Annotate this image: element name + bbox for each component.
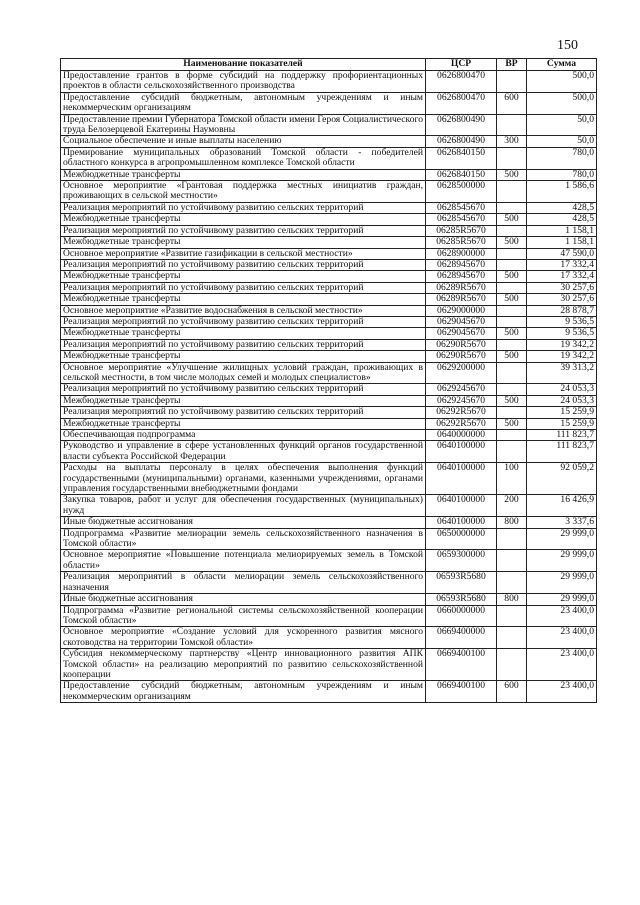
cell-vr: 200 bbox=[497, 495, 527, 517]
cell-code: 0628500000 bbox=[426, 181, 497, 203]
table-row bbox=[61, 248, 597, 259]
cell-sum: 428,5 bbox=[527, 214, 597, 225]
budget-table bbox=[60, 58, 597, 703]
cell-name: Подпрограмма «Развитие мелиорации земель сельскохозяйственного назначения в Томской области» bbox=[61, 528, 426, 550]
cell-sum: 16 426,9 bbox=[527, 495, 597, 517]
cell-vr bbox=[497, 407, 527, 418]
cell-name: Предоставление премии Губернатора Томской области имени Героя Социалистического труда Белозерцевой Екатерины Наумовны bbox=[61, 114, 426, 136]
cell-vr: 800 bbox=[497, 517, 527, 528]
cell-vr bbox=[497, 248, 527, 259]
cell-code: 0628945670 bbox=[426, 271, 497, 282]
cell-vr: 600 bbox=[497, 681, 527, 703]
cell-sum: 9 536,5 bbox=[527, 316, 597, 327]
cell-name: Предоставление грантов в форме субсидий на поддержку профориентационных проектов в области сельскохозяйственного производства bbox=[61, 71, 426, 93]
table-row bbox=[61, 328, 597, 339]
cell-code: 06289R5670 bbox=[426, 294, 497, 305]
table-row bbox=[61, 71, 597, 93]
cell-sum: 28 878,7 bbox=[527, 305, 597, 316]
page-number: 150 bbox=[557, 38, 578, 53]
cell-name: Реализация мероприятий по устойчивому развитию сельских территорий bbox=[61, 202, 426, 213]
cell-name: Межбюджетные трансферты bbox=[61, 237, 426, 248]
table-row bbox=[61, 441, 597, 463]
cell-vr: 500 bbox=[497, 294, 527, 305]
cell-name: Межбюджетные трансферты bbox=[61, 169, 426, 180]
cell-name: Реализация мероприятий по устойчивому развитию сельских территорий bbox=[61, 339, 426, 350]
table-row bbox=[61, 225, 597, 236]
cell-name: Основное мероприятие «Развитие водоснабжения в сельской местности» bbox=[61, 305, 426, 316]
cell-code: 0629000000 bbox=[426, 305, 497, 316]
cell-name: Расходы на выплаты персоналу в целях обеспечения выполнения функций государственными (муниципальными) органами, казенными учреждениями, органами управления государственными внебюджетными фондами bbox=[61, 463, 426, 495]
cell-sum: 39 313,2 bbox=[527, 362, 597, 384]
cell-name: Руководство и управление в сфере установленных функций органов государственной власти субъекта Российской Федерации bbox=[61, 441, 426, 463]
cell-code: 0629245670 bbox=[426, 395, 497, 406]
table-row bbox=[61, 294, 597, 305]
cell-code: 06290R5670 bbox=[426, 351, 497, 362]
cell-name: Социальное обеспечение и иные выплаты населению bbox=[61, 136, 426, 147]
cell-vr: 500 bbox=[497, 169, 527, 180]
cell-name: Реализация мероприятий по устойчивому развитию сельских территорий bbox=[61, 407, 426, 418]
cell-vr: 500 bbox=[497, 328, 527, 339]
table-row bbox=[61, 407, 597, 418]
cell-name: Межбюджетные трансферты bbox=[61, 418, 426, 429]
cell-sum: 111 823,7 bbox=[527, 441, 597, 463]
cell-sum: 29 999,0 bbox=[527, 594, 597, 605]
cell-code: 0628945670 bbox=[426, 259, 497, 270]
cell-name: Межбюджетные трансферты bbox=[61, 328, 426, 339]
cell-code: 06285R5670 bbox=[426, 225, 497, 236]
cell-code: 0640000000 bbox=[426, 430, 497, 441]
cell-sum: 428,5 bbox=[527, 202, 597, 213]
cell-vr: 800 bbox=[497, 594, 527, 605]
table-row bbox=[61, 147, 597, 169]
cell-code: 0660000000 bbox=[426, 605, 497, 627]
table-row bbox=[61, 316, 597, 327]
header-vr: ВР bbox=[497, 59, 527, 71]
table-row bbox=[61, 362, 597, 384]
cell-vr bbox=[497, 528, 527, 550]
cell-code: 06289R5670 bbox=[426, 282, 497, 293]
cell-vr bbox=[497, 316, 527, 327]
table-row bbox=[61, 351, 597, 362]
cell-code: 06292R5670 bbox=[426, 407, 497, 418]
cell-sum: 1 586,6 bbox=[527, 181, 597, 203]
cell-code: 0628900000 bbox=[426, 248, 497, 259]
table-body bbox=[61, 71, 597, 703]
cell-code: 0626800470 bbox=[426, 71, 497, 93]
cell-sum: 29 999,0 bbox=[527, 528, 597, 550]
cell-name: Реализация мероприятий по устойчивому развитию сельских территорий bbox=[61, 225, 426, 236]
cell-code: 0629045670 bbox=[426, 328, 497, 339]
cell-code: 0640100000 bbox=[426, 517, 497, 528]
cell-vr: 100 bbox=[497, 463, 527, 495]
cell-name: Основное мероприятие «Улучшение жилищных условий граждан, проживающих в сельской местности, в том числе молодых семей и молодых специалистов» bbox=[61, 362, 426, 384]
cell-sum: 29 999,0 bbox=[527, 550, 597, 572]
cell-code: 06593R5680 bbox=[426, 594, 497, 605]
cell-name: Реализация мероприятий по устойчивому развитию сельских территорий bbox=[61, 384, 426, 395]
cell-sum: 50,0 bbox=[527, 114, 597, 136]
cell-sum: 111 823,7 bbox=[527, 430, 597, 441]
table-row bbox=[61, 202, 597, 213]
cell-sum: 1 158,1 bbox=[527, 237, 597, 248]
cell-sum: 24 053,3 bbox=[527, 395, 597, 406]
cell-name: Реализация мероприятий по устойчивому развитию сельских территорий bbox=[61, 316, 426, 327]
cell-code: 0669400100 bbox=[426, 649, 497, 681]
cell-vr bbox=[497, 627, 527, 649]
cell-vr: 500 bbox=[497, 418, 527, 429]
cell-code: 0669400000 bbox=[426, 627, 497, 649]
cell-vr: 500 bbox=[497, 214, 527, 225]
cell-vr bbox=[497, 282, 527, 293]
cell-name: Основное мероприятие «Создание условий для ускоренного развития мясного скотоводства на территории Томской области» bbox=[61, 627, 426, 649]
cell-sum: 29 999,0 bbox=[527, 572, 597, 594]
cell-sum: 23 400,0 bbox=[527, 681, 597, 703]
cell-vr bbox=[497, 430, 527, 441]
cell-code: 0626800490 bbox=[426, 114, 497, 136]
cell-sum: 92 059,2 bbox=[527, 463, 597, 495]
cell-code: 0626840150 bbox=[426, 169, 497, 180]
table-row bbox=[61, 136, 597, 147]
cell-vr bbox=[497, 649, 527, 681]
cell-name: Иные бюджетные ассигнования bbox=[61, 594, 426, 605]
cell-name: Основное мероприятие «Грантовая поддержка местных инициатив граждан, проживающих в сельской местности» bbox=[61, 181, 426, 203]
cell-vr bbox=[497, 114, 527, 136]
cell-code: 0629045670 bbox=[426, 316, 497, 327]
cell-sum: 17 332,4 bbox=[527, 271, 597, 282]
table-row bbox=[61, 114, 597, 136]
table-row bbox=[61, 282, 597, 293]
table-row bbox=[61, 605, 597, 627]
cell-name: Предоставление субсидий бюджетным, автономным учреждениям и иным некоммерческим организациям bbox=[61, 681, 426, 703]
cell-sum: 17 332,4 bbox=[527, 259, 597, 270]
cell-sum: 15 259,9 bbox=[527, 407, 597, 418]
table-row bbox=[61, 395, 597, 406]
cell-sum: 23 400,0 bbox=[527, 627, 597, 649]
cell-code: 06292R5670 bbox=[426, 418, 497, 429]
cell-vr: 500 bbox=[497, 271, 527, 282]
table-row bbox=[61, 259, 597, 270]
cell-name: Межбюджетные трансферты bbox=[61, 294, 426, 305]
cell-sum: 19 342,2 bbox=[527, 351, 597, 362]
cell-code: 06290R5670 bbox=[426, 339, 497, 350]
cell-sum: 24 053,3 bbox=[527, 384, 597, 395]
cell-vr bbox=[497, 71, 527, 93]
cell-sum: 47 590,0 bbox=[527, 248, 597, 259]
table-row bbox=[61, 495, 597, 517]
table-row bbox=[61, 92, 597, 114]
cell-vr: 300 bbox=[497, 136, 527, 147]
cell-name: Реализация мероприятий по устойчивому развитию сельских территорий bbox=[61, 282, 426, 293]
cell-name: Межбюджетные трансферты bbox=[61, 351, 426, 362]
table-row bbox=[61, 339, 597, 350]
table-row bbox=[61, 517, 597, 528]
cell-sum: 30 257,6 bbox=[527, 294, 597, 305]
cell-name: Реализация мероприятий в области мелиорации земель сельскохозяйственного назначения bbox=[61, 572, 426, 594]
cell-name: Подпрограмма «Развитие региональной системы сельскохозяйственной кооперации Томской области» bbox=[61, 605, 426, 627]
cell-sum: 19 342,2 bbox=[527, 339, 597, 350]
cell-vr bbox=[497, 339, 527, 350]
cell-code: 0640100000 bbox=[426, 495, 497, 517]
table-row bbox=[61, 649, 597, 681]
cell-code: 0626840150 bbox=[426, 147, 497, 169]
cell-vr bbox=[497, 202, 527, 213]
cell-vr bbox=[497, 572, 527, 594]
cell-code: 0628545670 bbox=[426, 214, 497, 225]
cell-vr bbox=[497, 225, 527, 236]
cell-name: Реализация мероприятий по устойчивому развитию сельских территорий bbox=[61, 259, 426, 270]
header-name: Наименование показателей bbox=[61, 59, 426, 71]
table-row bbox=[61, 550, 597, 572]
table-row bbox=[61, 430, 597, 441]
cell-sum: 780,0 bbox=[527, 169, 597, 180]
cell-vr bbox=[497, 605, 527, 627]
cell-name: Предоставление субсидий бюджетным, автономным учреждениям и иным некоммерческим организациям bbox=[61, 92, 426, 114]
cell-sum: 1 158,1 bbox=[527, 225, 597, 236]
cell-code: 0659300000 bbox=[426, 550, 497, 572]
table-row bbox=[61, 463, 597, 495]
table-row bbox=[61, 594, 597, 605]
table-row bbox=[61, 169, 597, 180]
cell-name: Субсидия некоммерческому партнерству «Центр инновационного развития АПК Томской области» на реализацию мероприятий по развитию сельскохозяйственной кооперации bbox=[61, 649, 426, 681]
cell-name: Закупка товаров, работ и услуг для обеспечения государственных (муниципальных) нужд bbox=[61, 495, 426, 517]
cell-vr bbox=[497, 305, 527, 316]
table-row bbox=[61, 418, 597, 429]
cell-vr bbox=[497, 259, 527, 270]
cell-name: Основное мероприятие «Развитие газификации в сельской местности» bbox=[61, 248, 426, 259]
header-sum: Сумма bbox=[527, 59, 597, 71]
cell-code: 0640100000 bbox=[426, 463, 497, 495]
cell-code: 0629245670 bbox=[426, 384, 497, 395]
cell-sum: 30 257,6 bbox=[527, 282, 597, 293]
cell-name: Основное мероприятие «Повышение потенциала мелиорируемых земель в Томской области» bbox=[61, 550, 426, 572]
cell-vr: 600 bbox=[497, 92, 527, 114]
table-row bbox=[61, 528, 597, 550]
cell-name: Иные бюджетные ассигнования bbox=[61, 517, 426, 528]
table-row bbox=[61, 214, 597, 225]
cell-sum: 50,0 bbox=[527, 136, 597, 147]
table-row bbox=[61, 305, 597, 316]
cell-name: Межбюджетные трансферты bbox=[61, 271, 426, 282]
cell-code: 0629200000 bbox=[426, 362, 497, 384]
cell-vr bbox=[497, 441, 527, 463]
table-row bbox=[61, 627, 597, 649]
cell-vr: 500 bbox=[497, 351, 527, 362]
cell-sum: 9 536,5 bbox=[527, 328, 597, 339]
cell-vr bbox=[497, 147, 527, 169]
cell-sum: 23 400,0 bbox=[527, 649, 597, 681]
cell-sum: 780,0 bbox=[527, 147, 597, 169]
cell-code: 06285R5670 bbox=[426, 237, 497, 248]
cell-vr: 500 bbox=[497, 395, 527, 406]
cell-vr bbox=[497, 362, 527, 384]
cell-code: 0626800490 bbox=[426, 136, 497, 147]
cell-code: 0669400100 bbox=[426, 681, 497, 703]
cell-code: 0628545670 bbox=[426, 202, 497, 213]
table-row bbox=[61, 181, 597, 203]
table-header-row bbox=[61, 59, 597, 71]
cell-name: Межбюджетные трансферты bbox=[61, 214, 426, 225]
table-row bbox=[61, 681, 597, 703]
cell-sum: 500,0 bbox=[527, 71, 597, 93]
cell-sum: 3 337,6 bbox=[527, 517, 597, 528]
cell-sum: 15 259,9 bbox=[527, 418, 597, 429]
cell-vr bbox=[497, 181, 527, 203]
table-row bbox=[61, 271, 597, 282]
cell-name: Премирование муниципальных образований Томской области - победителей областного конкурса в агропромышленном комплексе Томской области bbox=[61, 147, 426, 169]
cell-vr bbox=[497, 550, 527, 572]
cell-name: Обеспечивающая подпрограмма bbox=[61, 430, 426, 441]
cell-sum: 500,0 bbox=[527, 92, 597, 114]
cell-code: 0640100000 bbox=[426, 441, 497, 463]
cell-vr bbox=[497, 384, 527, 395]
cell-code: 0626800470 bbox=[426, 92, 497, 114]
cell-vr: 500 bbox=[497, 237, 527, 248]
table-row bbox=[61, 572, 597, 594]
cell-code: 06593R5680 bbox=[426, 572, 497, 594]
table-row bbox=[61, 237, 597, 248]
cell-sum: 23 400,0 bbox=[527, 605, 597, 627]
cell-code: 0650000000 bbox=[426, 528, 497, 550]
header-code: ЦСР bbox=[426, 59, 497, 71]
table-row bbox=[61, 384, 597, 395]
cell-name: Межбюджетные трансферты bbox=[61, 395, 426, 406]
